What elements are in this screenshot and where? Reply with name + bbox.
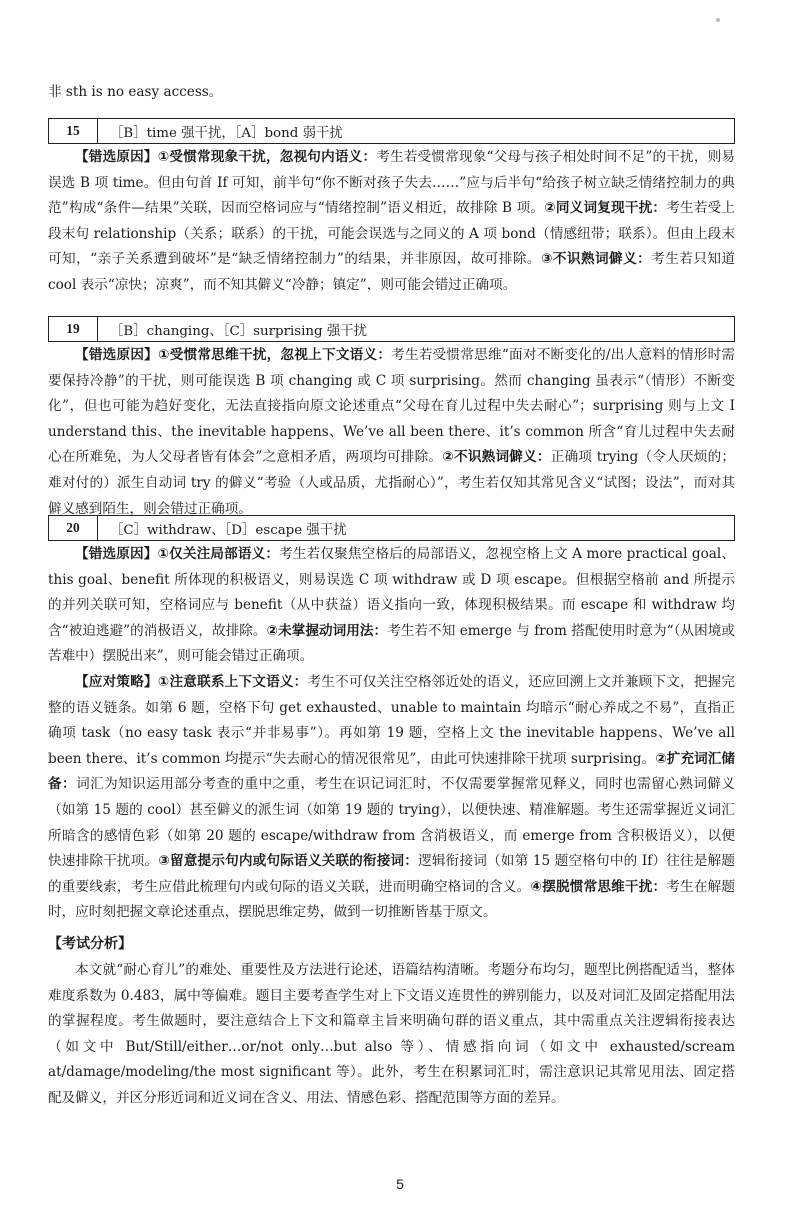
point-text: 逻辑衔接词（如第 15 题空格句中的 If）往往是解题的重要线索，考生应借此梳理句内或句际的语义关联，进而明确空格词的含义。 (48, 853, 735, 895)
item-options: ［B］changing、［C］surprising 强干扰 (110, 323, 368, 339)
point-text: 考生若受惯常现象“父母与孩子相处时间不足”的干扰，则易误选 B 项 time。但由句首 If 可知，前半句“你不断对孩子失去……”应与后半句“给孩子树立缺乏情绪控制力的典范”构成“条件—结果”关联，因而空格词应与“情绪控制”语义相近，故排除 B 项。 (48, 149, 736, 217)
item-number: 15 (49, 119, 98, 143)
section-tag: 【错选原因】 (75, 347, 159, 363)
point-text: 考生若受惯常思维“面对不断变化的/出人意料的情形时需要保持冷静”的干扰，则可能误选 B 项 changing 或 C 项 surprising。然而 changing 虽表示“（情形）不断变化”，但也可能为趋好变化，无法直接指向原文论述重点“父母在育儿过程中失去耐心”；surprising 则与上文 I understand this、the inevitable happens、We’ve all been there、it’s common 所含“育儿过程中失去耐心在所难免，为人父母者皆有体会”之意相矛盾，两项均可排除。 (48, 347, 736, 466)
point-text: 考生在解题时，应时刻把握文章论述重点，摆脱思维定势，做到一切推断皆基于原文。 (48, 878, 736, 921)
point-text: 考生若仅聚焦空格后的局部语义，忽视空格上文 A more practical goal、this goal、benefit 所体现的积极语义，则易误选 C 项 withdraw 或 D 项 escape。但根据空格前 and 所提示的并列关联可知，空格词应与 benefit（从中获益）语义指向一致，体现积极结果。而 escape 和 withdraw 均含“被迫逃避”的消极语义，故排除。 (48, 546, 735, 639)
point-heading: ②同义词复现干扰： (544, 200, 667, 217)
explanation-paragraph (48, 670, 735, 926)
top-line-text: 非 sth is no easy access。 (48, 84, 223, 100)
point-heading: ②未掌握动词用法： (266, 622, 388, 639)
scan-speck (716, 18, 720, 22)
item-header-15 (48, 118, 735, 144)
page-number: 5 (396, 1176, 404, 1192)
point-text: 考生若不知 emerge 与 from 搭配使用时意为“（从困境或苦难中）摆脱出来”，则可能会错过正确项。 (48, 622, 736, 665)
point-heading: ①注意联系上下文语义： (157, 673, 308, 690)
item-body-15 (48, 145, 735, 299)
explanation-paragraph (48, 542, 735, 670)
point-heading: ①仅关注局部语义： (157, 546, 280, 562)
section-tag: 【错选原因】 (75, 149, 158, 165)
item-body-20 (48, 542, 735, 926)
analysis-title: 【考试分析】 (48, 936, 132, 952)
explanation-paragraph (48, 145, 735, 299)
point-text: 考生若受上段末句 relationship（关系；联系）的干扰，可能会误选与之同义的 A 项 bond（情感纽带；联系）。但由上段末可知，“亲子关系遭到破坏”是“缺乏情绪控制力”的结果，并非原因，故可排除。 (48, 200, 736, 268)
top-line (48, 80, 735, 106)
explanation-paragraph (48, 343, 735, 522)
point-heading: ②扩充词汇储备： (48, 750, 735, 793)
point-heading: ①受惯常思维干扰，忽视上下文语义： (158, 347, 392, 363)
section-tag: 【错选原因】 (75, 546, 158, 562)
point-heading: ①受惯常现象干扰，忽视句内语义： (157, 149, 377, 165)
analysis-text: 本文就“耐心育儿”的难处、重要性及方法进行论述，语篇结构清晰。考题分布均匀，题型比例搭配适当，整体难度系数为 0.483，属中等偏难。题目主要考查学生对上下文语义连贯性的辨别能力，以及对词汇及固定搭配用法的掌握程度。考生做题时，要注意结合上下文和篇章主旨来明确句群的语义重点，其中需重点关注逻辑衔接表达（如文中 But/Still/either…or/not only…but also 等）、情感指向词（如文中 exhausted/scream at/damage/modeling/the most significant 等）。此外，考生在积累词汇时，需注意识记其常见用法、固定搭配及僻义，并区分形近词和近义词在含义、用法、情感色彩、搭配范围等方面的差异。 (48, 962, 735, 1106)
analysis-body (48, 958, 735, 1112)
item-header-20 (48, 515, 735, 541)
point-text: 考生若只知道 cool 表示“凉快；凉爽”，而不知其僻义“冷静；镇定”，则可能会错过正确项。 (48, 251, 736, 293)
item-options: ［C］withdraw、［D］escape 强干扰 (110, 522, 347, 538)
item-header-19 (48, 316, 735, 342)
item-body-19 (48, 343, 735, 522)
point-heading: ③留意提示句内或句际语义关联的衔接词： (158, 853, 419, 870)
point-heading: ②不识熟词僻义： (442, 449, 551, 466)
item-number: 20 (49, 516, 98, 540)
point-text: 正确项 trying（令人厌烦的；难对付的）派生自动词 try 的僻义“考验（人或品质，尤指耐心）”，考生若仅知其常见含义“试图；设法”，而对其僻义感到陌生，则会错过正确项。 (48, 449, 736, 517)
point-heading: ③不识熟词僻义： (540, 251, 652, 268)
item-number: 19 (49, 317, 98, 341)
section-tag: 【应对策略】 (75, 673, 158, 690)
item-options: ［B］time 强干扰，［A］bond 弱干扰 (110, 125, 343, 141)
point-text: 词汇为知识运用部分考查的重中之重，考生在识记词汇时，不仅需要掌握常见释义，同时也需留心熟词僻义（如第 15 题的 cool）甚至僻义的派生词（如第 19 题的 trying），以便快速、精准解题。考生还需掌握近义词汇所暗含的感情色彩（如第 20 题的 escape/withdraw from 含消极语义，而 emerge from 含积极语义），以便快速排除干扰项。 (48, 776, 736, 870)
point-heading: ④摆脱惯常思维干扰： (530, 878, 667, 895)
point-text: 考生不可仅关注空格邻近处的语义，还应回溯上文并兼顾下文，把握完整的语义链条。如第 6 题，空格下句 get exhausted、unable to maintain 均暗示“耐心养成之不易”，直指正确项 task（no easy task 表示“并非易事”）。再如第 19 题，空格上文 the inevitable happens、We’ve all been there、it’s common 均提示“失去耐心的情况很常见”，由此可快速排除干扰项 surprising。 (48, 673, 736, 767)
